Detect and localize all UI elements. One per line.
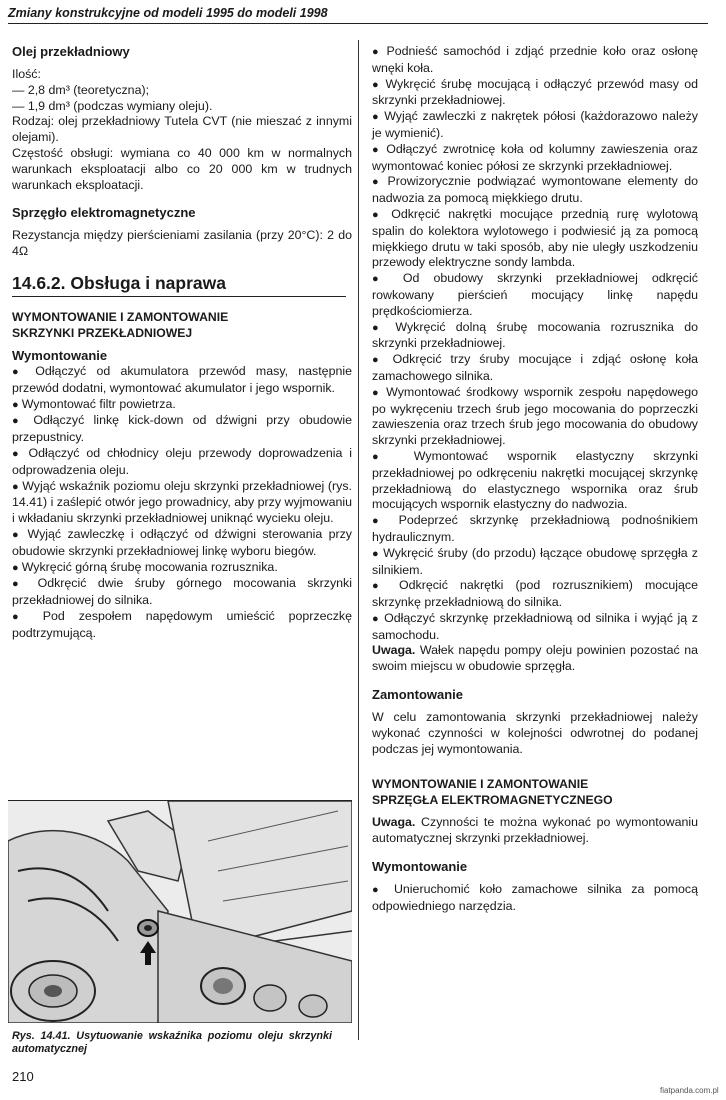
olej-line: — 1,9 dm³ (podczas wymiany oleju). xyxy=(12,98,213,113)
step-item: ● Wykręcić śrubę mocującą i odłączyć przewód masy od skrzynki przekładniowej. xyxy=(372,77,698,110)
watermark: fiatpanda.com.pl xyxy=(660,1086,719,1095)
step-item: ● Wykręcić górną śrubę mocowania rozrusznika. xyxy=(12,560,352,577)
step-item: ● Pod zespołem napędowym umieścić poprzeczkę podtrzymującą. xyxy=(12,609,352,642)
figure-caption: Rys. 14.41. Usytuowanie wskaźnika poziomu oleju skrzynki automatycznej xyxy=(12,1030,332,1055)
olej-line: — 2,8 dm³ (teoretyczna); xyxy=(12,82,150,97)
note-paragraph xyxy=(372,815,698,847)
step-item: ● Wymontować filtr powietrza. xyxy=(12,397,352,414)
olej-heading: Olej przekładniowy xyxy=(12,44,130,59)
column-divider xyxy=(358,40,359,1040)
step-item: ● Unieruchomić koło zamachowe silnika za pomocą odpowiedniego narzędzia. xyxy=(372,882,698,915)
step-item: ● Odkręcić nakrętki (pod rozrusznikiem) mocujące skrzynkę przekładniową do silnika. xyxy=(372,578,698,611)
note-text: Czynności te można wykonać po wymontowaniu automatycznej skrzynki przekładniowej. xyxy=(372,815,698,846)
figure-drawing xyxy=(8,801,352,1023)
step-item: ● Wymontować środkowy wspornik zespołu napędowego po wykręceniu trzech śrub jego mocowania do poprzeczki zawieszenia oraz trzech śrub jego mocowania do obudowy skrzynki przekładniowej. xyxy=(372,385,698,449)
subsection-title: WYMONTOWANIE I ZAMONTOWANIE xyxy=(12,309,229,324)
step-item: ● Odkręcić dwie śruby górnego mocowania skrzynki przekładniowej do silnika. xyxy=(12,576,352,609)
step-item: ● Wymontować wspornik elastyczny skrzynki przekładniowej po odkręceniu nakrętki mocującej skrzynkę przekładniową do elastycznego wspornika oraz śrub mocujących wspornik elastyczny do nadwozia. xyxy=(372,449,698,513)
step-item: ● Odłączyć linkę kick-down od dźwigni przy obudowie przepustnicy. xyxy=(12,413,352,446)
step-item: ● Podnieść samochód i zdjąć przednie koło oraz osłonę wnęki koła. xyxy=(372,44,698,77)
right-column xyxy=(372,44,698,915)
left-column xyxy=(12,44,352,642)
sprzeglo-text: Rezystancja między pierścieniami zasilania (przy 20°C): 2 do 4Ω xyxy=(12,228,352,259)
step-item: ● Odłączyć od akumulatora przewód masy, następnie przewód dodatni, wymontować akumulator i jego wspornik. xyxy=(12,364,352,397)
step-item: ● Podeprzeć skrzynkę przekładniową podnośnikiem hydraulicznym. xyxy=(372,513,698,546)
step-item: ● Odłączyć skrzynkę przekładniową od silnika i wyjąć ją z samochodu. xyxy=(372,611,698,644)
zamontowanie-text: W celu zamontowania skrzynki przekładniowej należy wykonać czynności w kolejności odwrotnej do podanej podczas jej wymontowania. xyxy=(372,710,698,756)
note-label: Uwaga. xyxy=(372,643,416,658)
step-item: ● Odłączyć zwrotnicę koła od kolumny zawieszenia oraz wymontować koniec półosi ze skrzynki przekładniowej. xyxy=(372,142,698,175)
running-header: Zmiany konstrukcyjne od modeli 1995 do modeli 1998 xyxy=(8,6,708,24)
olej-line: Rodzaj: olej przekładniowy Tutela CVT (nie mieszać z innymi olejami). xyxy=(12,114,352,145)
step-item: ● Odłączyć od chłodnicy oleju przewody doprowadzenia i odprowadzenia oleju. xyxy=(12,446,352,479)
wymontowanie-heading: Wymontowanie xyxy=(372,859,468,875)
olej-line: Częstość obsługi: wymiana co 40 000 km w normalnych warunkach eksploatacji albo co 20 000 km w trudnych warunkach eksploatacji. xyxy=(12,145,352,192)
olej-line: Ilość: xyxy=(12,67,41,81)
step-item: ● Od obudowy skrzynki przekładniowej odkręcić rowkowany pierścień mocujący linkę napędu prędkościomierza. xyxy=(372,271,698,319)
subsection-title: WYMONTOWANIE I ZAMONTOWANIE xyxy=(372,777,589,792)
step-item: ● Odkręcić trzy śruby mocujące i zdjąć osłonę koła zamachowego silnika. xyxy=(372,352,698,385)
note-label: Uwaga. xyxy=(372,815,416,830)
step-item: ● Odkręcić nakrętki mocujące przednią rurę wylotową spalin do kolektora wylotowego i podwiesić ją za pomocą miękkiego drutu w taki sposób, aby nie uległy uszkodzeniu przewody elektryczne sondy lambda. xyxy=(372,207,698,271)
note-text: Wałek napędu pompy oleju powinien pozostać na swoim miejscu w obudowie sprzęgła. xyxy=(372,643,698,674)
zamontowanie-heading: Zamontowanie xyxy=(372,687,464,703)
step-item: ● Wyjąć zawleczkę i odłączyć od dźwigni sterowania przy obudowie skrzynki przekładniowej linkę wyboru biegów. xyxy=(12,527,352,560)
page-number: 210 xyxy=(12,1069,34,1084)
step-item: ● Wykręcić śruby (do przodu) łączące obudowę sprzęgła z silnikiem. xyxy=(372,546,698,579)
step-item: ● Wykręcić dolną śrubę mocowania rozrusznika do skrzynki przekładniowej. xyxy=(372,320,698,353)
section-title: 14.6.2. Obsługa i naprawa xyxy=(12,272,346,297)
step-item: ● Wyjąć wskaźnik poziomu oleju skrzynki przekładniowej (rys. 14.41) i zaślepić otwór jego prowadnicy, aby przy wyjmowaniu i wkładaniu skrzynki przekładniowej uniknąć wycieku oleju. xyxy=(12,479,352,527)
wymontowanie-heading: Wymontowanie xyxy=(12,347,108,363)
subsection-title: SPRZĘGŁA ELEKTROMAGNETYCZNEGO xyxy=(372,793,613,808)
figure-14-41 xyxy=(8,800,352,1023)
step-item: ● Wyjąć zawleczki z nakrętek półosi (każdorazowo należy je wymienić). xyxy=(372,109,698,142)
step-item: ● Prowizorycznie podwiązać wymontowane elementy do nadwozia za pomocą miękkiego drutu. xyxy=(372,174,698,207)
sprzeglo-heading: Sprzęgło elektromagnetyczne xyxy=(12,205,196,221)
note-paragraph xyxy=(372,643,698,675)
subsection-title: SKRZYNKI PRZEKŁADNIOWEJ xyxy=(12,325,193,340)
